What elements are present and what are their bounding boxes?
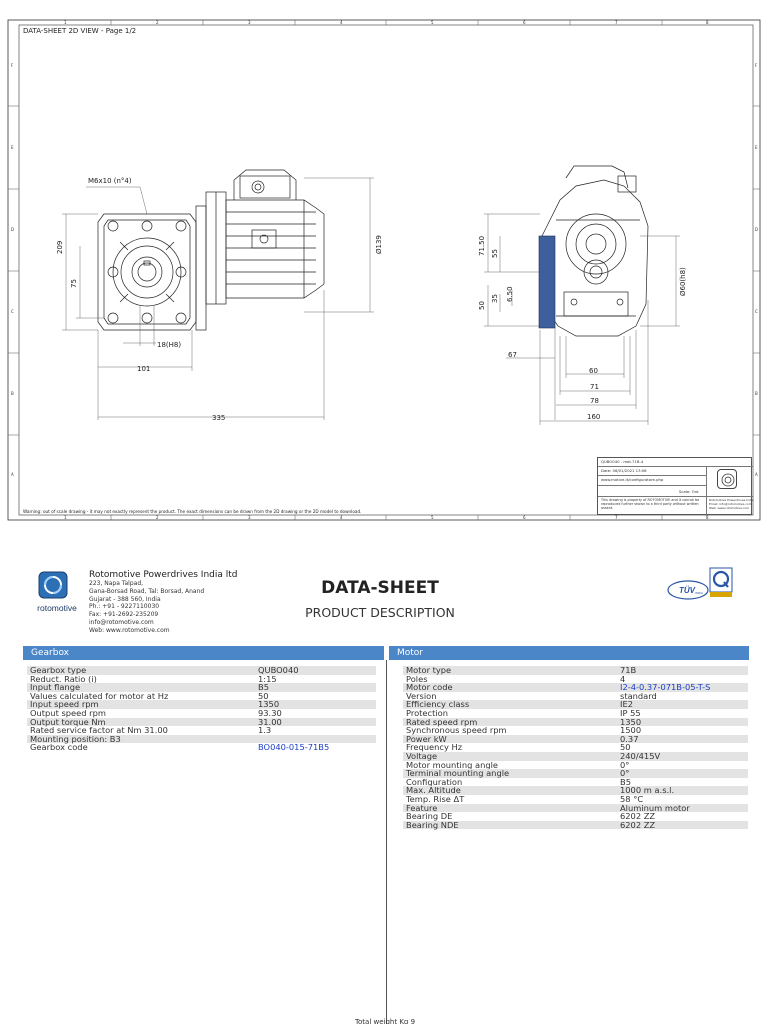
svg-text:TÜV: TÜV: [679, 586, 695, 595]
scale-warning: Warning: out of scale drawing - it may not exactly represent the product. The exact dimensions can be drawn from the 2D drawing or the 2D model to download.: [23, 509, 362, 514]
zone-row-label: B: [11, 391, 14, 396]
address-line: Gana-Borsad Road, Tal: Borsad, Anand: [89, 587, 205, 595]
email: info@rotomotive.com: [89, 618, 154, 626]
address-line: 223, Napa Talpad,: [89, 580, 144, 587]
dim-35: 35: [491, 294, 499, 303]
zone-row-label: A: [755, 472, 758, 477]
zone-row-label: D: [755, 227, 759, 232]
dim-78: 78: [590, 397, 599, 405]
tb-date: Date: 06/01/2021 13:06: [601, 468, 647, 473]
spec-row: Rated speed rpm 1350: [403, 718, 748, 727]
spec-row: Input speed rpm 1350: [27, 700, 376, 709]
dim-50: 50: [478, 301, 486, 310]
tb-logo-icon: [717, 469, 737, 489]
zone-row-label: A: [11, 472, 14, 477]
zone-col-label: 8: [706, 515, 709, 520]
dim-335: 335: [212, 414, 226, 422]
page-title: DATA-SHEET: [321, 578, 439, 598]
company-logo: [31, 570, 83, 614]
gearbox-spec-table: [27, 666, 376, 752]
dim-m6: M6x10 (n°4): [88, 177, 132, 185]
dim-71-50: 71.50: [478, 235, 486, 256]
spec-row: Feature Aluminum motor: [403, 804, 748, 813]
spec-row: Terminal mounting angle 0°: [403, 769, 748, 778]
address-line: Gujarat - 388 560, India: [89, 595, 161, 603]
gearbox-section-header: Gearbox: [23, 646, 384, 660]
zone-col-label: 6: [523, 515, 526, 520]
spec-row: Poles 4: [406, 673, 626, 684]
dim-d139: Ø139: [375, 235, 383, 254]
dim-18: 18(H8): [157, 341, 182, 349]
spec-row: Efficiency class IE2: [403, 700, 748, 709]
motor-code-link[interactable]: I2-4-0.37-071B-05-T-S: [620, 682, 711, 693]
spec-row: Bearing DE 6202 ZZ: [406, 811, 656, 822]
tb-company: Rotomotive Powerdrives India: [709, 498, 754, 502]
company-name: Rotomotive Powerdrives India ltd: [89, 570, 238, 580]
dim-60: 60: [589, 367, 598, 375]
spec-row: Output speed rpm 93.30: [30, 707, 282, 718]
spec-row: Temp. Rise ΔT 58 °C: [406, 793, 644, 804]
zone-row-label: E: [755, 145, 758, 150]
zone-col-label: 5: [431, 20, 434, 25]
phone: Ph.: +91 - 9227110030: [89, 603, 160, 611]
rotomotive-logo-icon: [31, 570, 83, 614]
zone-col-label: 7: [615, 20, 618, 25]
zone-col-label: 2: [156, 20, 159, 25]
spec-row: Configuration B5: [406, 776, 631, 787]
spec-row: Bearing NDE 6202 ZZ: [403, 821, 748, 830]
spec-row: Power kW 0.37: [403, 735, 748, 744]
zone-col-label: 3: [248, 20, 251, 25]
zone-col-label: 1: [64, 515, 67, 520]
zone-row-label: D: [11, 227, 15, 232]
fax: Fax: +91-2692-235209: [89, 611, 159, 619]
tb-note: This drawing is property of ROTOMOTIVE and it cannot be reproduced further shown to a third party without written assent.: [601, 498, 700, 511]
svg-text:INDIA: INDIA: [695, 591, 704, 595]
spec-row: Mounting position: B3: [27, 735, 376, 744]
company-info: [89, 570, 259, 635]
logo-text: rotomotive: [37, 603, 77, 613]
spec-row: Protection IP 55: [406, 707, 641, 718]
spec-row: Max. Altitude 1000 m a.s.l.: [403, 786, 748, 795]
spec-row: Output torque Nm 31.00: [27, 718, 376, 727]
zone-col-label: 6: [523, 20, 526, 25]
zone-col-label: 2: [156, 515, 159, 520]
zone-row-label: C: [11, 309, 14, 314]
dim-67: 67: [508, 351, 517, 359]
spec-row: Input flange B5: [27, 683, 376, 692]
tb-scale: Scale: Out: [679, 489, 699, 494]
spec-row: Frequency Hz 50: [406, 742, 631, 753]
spec-row: Rated service factor at Nm 31.00 1.3: [30, 725, 272, 736]
spec-row: Version standard: [406, 690, 657, 701]
spec-row: Motor type 71B: [403, 666, 748, 675]
total-weight: Total weight Kg 9: [354, 1018, 416, 1024]
spec-row: Reduct. Ratio (i) 1:15: [30, 673, 277, 684]
zone-col-label: 1: [64, 20, 67, 25]
dim-6-50: 6.50: [506, 286, 514, 302]
dim-209: 209: [56, 240, 64, 254]
spec-row: Motor code I2-4-0.37-071B-05-T-S: [403, 683, 748, 692]
spec-row: Values calculated for motor at Hz 50: [30, 690, 269, 701]
column-divider: [386, 660, 387, 1024]
dim-75: 75: [70, 279, 78, 288]
tb-web: Web: www.rotomotive.com: [709, 506, 750, 510]
tb-url: www.motive.it/configuratore.php: [601, 477, 664, 482]
dim-101: 101: [137, 365, 151, 373]
dim-71: 71: [590, 383, 599, 391]
zone-col-label: 5: [431, 515, 434, 520]
tb-contact: Email: info@rotomotive.com: [709, 502, 752, 506]
zone-row-label: B: [755, 391, 758, 396]
spec-row: Gearbox code BO040-015-71B5: [30, 742, 330, 753]
zone-col-label: 3: [248, 515, 251, 520]
title-block: [597, 457, 752, 515]
zone-col-label: 8: [706, 20, 709, 25]
zone-row-label: C: [755, 309, 758, 314]
dim-160: 160: [587, 413, 601, 421]
tuv-certification-icon: [666, 566, 734, 602]
zone-row-label: F: [11, 63, 14, 68]
spec-row: Gearbox type QUBO040: [27, 666, 376, 675]
page-subtitle: PRODUCT DESCRIPTION: [305, 605, 455, 620]
dim-55: 55: [491, 249, 499, 258]
gearbox-code-link[interactable]: BO040-015-71B5: [258, 742, 330, 753]
motor-section-header: Motor: [389, 646, 749, 660]
zone-row-label: F: [755, 63, 758, 68]
zone-col-label: 4: [340, 515, 343, 520]
zone-col-label: 7: [615, 515, 618, 520]
zone-col-label: 4: [340, 20, 343, 25]
dim-d60-h8: Ø60(h8): [679, 267, 687, 296]
spec-row: Motor mounting angle 0°: [406, 759, 630, 770]
spec-row: Voltage 240/415V: [403, 752, 748, 761]
zone-row-label: E: [11, 145, 14, 150]
tb-code: QUBO040 - mot.71B-4: [601, 459, 644, 464]
certification-logos: [666, 566, 734, 602]
sheet-title: DATA-SHEET 2D VIEW - Page 1/2: [23, 27, 137, 35]
motor-spec-table: [403, 666, 748, 829]
spec-row: Synchronous speed rpm 1500: [406, 725, 642, 736]
website: Web: www.rotomotive.com: [89, 626, 170, 634]
